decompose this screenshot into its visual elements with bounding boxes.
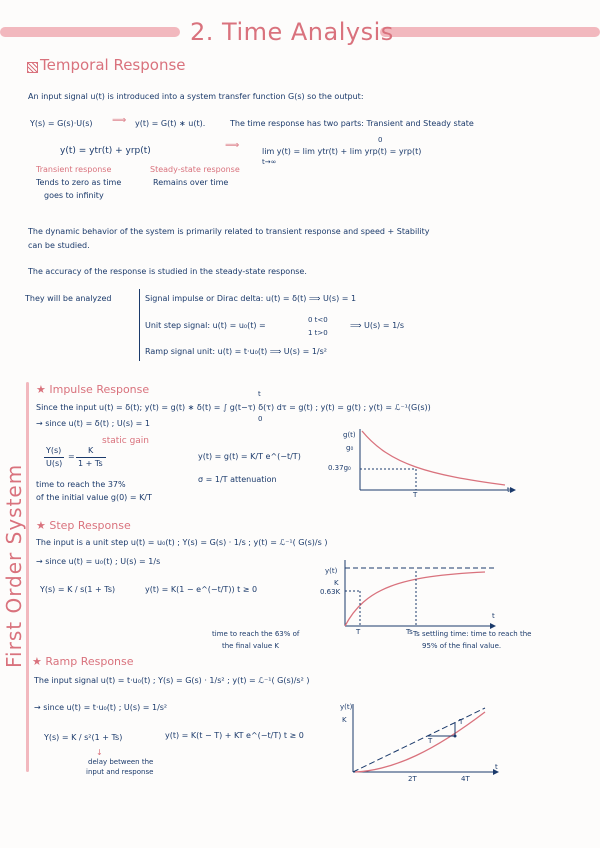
step-note-left-1: time to reach the 63% of [212, 630, 300, 638]
ramp-graph-t: t [495, 763, 498, 771]
transient-note-2: goes to infinity [44, 191, 104, 200]
step-graph-K: K [334, 579, 339, 587]
impulse-graph-t: t [507, 486, 510, 494]
ramp-graph [335, 700, 505, 780]
section-box-icon [27, 62, 38, 73]
impulse-graph-g0: g₀ [346, 444, 354, 452]
ramp-title: ★ Ramp Response [32, 655, 134, 668]
arrow-icon: ⟹ [112, 115, 127, 126]
signal-step-case2: 1 t>0 [308, 329, 328, 337]
eq2: y(t) = ytr(t) + yrp(t) [60, 146, 151, 156]
impulse-graph-T: T [413, 491, 418, 499]
side-label: First Order System [2, 463, 26, 668]
signal-ramp: Ramp signal unit: u(t) = t·u₀(t) ⟹ U(s) = 1/s² [145, 347, 327, 356]
side-bracket [26, 382, 29, 772]
impulse-atten: σ = 1/T attenuation [198, 475, 277, 484]
impulse-line2: → since u(t) = δ(t) ; U(s) = 1 [36, 419, 151, 428]
ramp-tf: Y(s) = K / s²(1 + Ts) [44, 733, 123, 742]
step-title: ★ Step Response [36, 519, 131, 532]
steady-note: Remains over time [153, 178, 229, 187]
ramp-graph-2T: 2T [408, 775, 417, 783]
fraction-bar [76, 457, 106, 458]
impulse-graph [330, 425, 520, 500]
eq2-lim-sub: t→∞ [262, 158, 277, 166]
impulse-note2: of the initial value g(0) = K/T [36, 493, 152, 502]
ramp-graph-Tb: T [459, 718, 464, 726]
step-line2: → since u(t) = u₀(t) ; U(s) = 1/s [36, 557, 161, 566]
ramp-graph-4T: 4T [461, 775, 470, 783]
impulse-resp: y(t) = g(t) = K/T e^(−t/T) [198, 452, 301, 461]
equals-sign: = [68, 452, 75, 461]
ramp-delay-1: delay between the [88, 758, 154, 766]
impulse-line1: Since the input u(t) = δ(t); y(t) = g(t) ∗ δ(t) = ∫ g(t−τ) δ(τ) dτ = g(t) ; y(t) = g(t) ; y(t) = ℒ⁻¹(G(s)) [36, 403, 431, 412]
section-title: Temporal Response [40, 56, 186, 74]
analyzed-label: They will be analyzed [25, 294, 112, 303]
ramp-line1: The input signal u(t) = t·u₀(t) ; Y(s) = G(s) · 1/s² ; y(t) = ℒ⁻¹( G(s)/s² ) [34, 676, 310, 685]
steady-label: Steady-state response [150, 165, 240, 174]
transient-label: Transient response [36, 165, 112, 174]
impulse-graph-y: g(t) [343, 431, 356, 439]
page-title: 2. Time Analysis [190, 18, 394, 46]
ramp-delay-2: input and response [86, 768, 154, 776]
header-bar-right [380, 27, 600, 37]
impulse-tf-den: 1 + Ts [78, 459, 103, 468]
eq2-zero: 0 [378, 136, 383, 144]
eq2-lim: lim y(t) = lim ytr(t) + lim yrp(t) = yrp(t) [262, 147, 422, 156]
eq1-left: Y(s) = G(s)·U(s) [30, 119, 93, 128]
ramp-graph-y: y(t) [340, 703, 353, 711]
step-graph-063: 0.63K [320, 588, 341, 596]
impulse-note1: time to reach the 37% [36, 480, 126, 489]
fraction-bar [44, 457, 64, 458]
bracket-line [139, 289, 140, 361]
step-graph-T: T [356, 628, 361, 636]
header-bar-left [0, 27, 180, 37]
impulse-graph-037: 0.37g₀ [328, 464, 351, 472]
impulse-tf-left: Y(s) [46, 446, 62, 455]
impulse-tf-num: K [88, 446, 94, 455]
impulse-tf-left2: U(s) [46, 459, 63, 468]
signal-step-case1: 0 t<0 [308, 316, 328, 324]
static-gain-label: static gain [102, 436, 150, 446]
ramp-graph-K: K [342, 716, 347, 724]
eq1-right: The time response has two parts: Transient and Steady state [230, 119, 474, 128]
impulse-title: ★ Impulse Response [36, 383, 150, 396]
signal-step-a: Unit step signal: u(t) = u₀(t) = [145, 321, 266, 330]
step-resp: y(t) = K(1 − e^(−t/T)) t ≥ 0 [145, 585, 258, 594]
step-note-left-2: the final value K [222, 642, 279, 650]
eq1-mid: y(t) = G(t) ∗ u(t). [135, 119, 206, 128]
dynamic-text-2: can be studied. [28, 241, 90, 250]
step-tf: Y(s) = K / s(1 + Ts) [40, 585, 116, 594]
step-line1: The input is a unit step u(t) = u₀(t) ; Y(s) = G(s) · 1/s ; y(t) = ℒ⁻¹( G(s)/s ) [36, 538, 328, 547]
step-graph-y: y(t) [325, 567, 338, 575]
impulse-int-top: t [258, 390, 261, 398]
intro-text: An input signal u(t) is introduced into a system transfer function G(s) so the output: [28, 92, 364, 101]
arrow-icon: ⟹ [225, 140, 240, 151]
accuracy-text: The accuracy of the response is studied in the steady-state response. [28, 267, 307, 276]
step-graph [320, 558, 510, 638]
transient-note-1: Tends to zero as time [36, 178, 122, 187]
signal-step-b: ⟹ U(s) = 1/s [350, 321, 405, 330]
impulse-int-bot: 0 [258, 415, 263, 423]
signal-impulse: Signal impulse or Dirac delta: u(t) = δ(t) ⟹ U(s) = 1 [145, 294, 357, 303]
step-note-right-1: Ts settling time: time to reach the [413, 630, 532, 638]
step-graph-t: t [492, 612, 495, 620]
step-note-right-2: 95% of the final value. [422, 642, 502, 650]
ramp-resp: y(t) = K(t − T) + KT e^(−t/T) t ≥ 0 [165, 731, 304, 740]
step-graph-Ts: Ts [406, 628, 413, 636]
arrow-icon: ↓ [96, 748, 103, 757]
ramp-graph-T: T [428, 737, 433, 745]
ramp-line2: → since u(t) = t·u₀(t) ; U(s) = 1/s² [34, 703, 168, 712]
dynamic-text-1: The dynamic behavior of the system is primarily related to transient response and speed + Stability [28, 227, 430, 236]
